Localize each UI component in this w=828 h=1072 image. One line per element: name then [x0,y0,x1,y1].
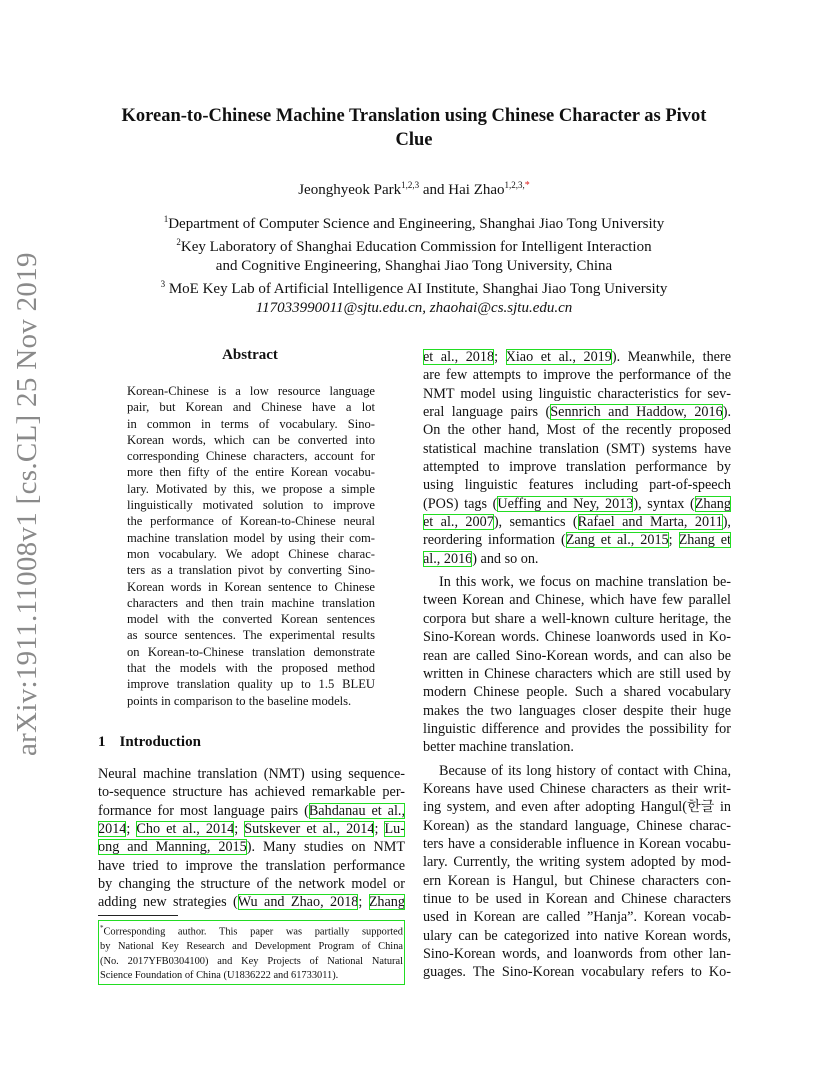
author-2-affil-sup: 1,2,3, [504,180,525,190]
abstract-line: Korean-Chinese is a low resource language [127,384,375,398]
citation-link[interactable]: Zhang et [678,532,731,549]
abstract-line: more then fifty of the entire Korean vocabu- [127,465,375,480]
body-line: (POS) tags (Ueffing and Ney, 2013), syntax (Zhang [423,495,731,512]
body-line: are few attempts to improve the performance of the [423,367,731,384]
body-line: ulary can be categorized into native Korean words, [423,927,731,944]
body-line: eral language pairs (Sennrich and Haddow, 2016). [423,404,731,421]
body-line: corpora but share a well-known culture heritage, the [423,610,731,627]
citation-link[interactable]: Sutskever et al., 2014 [244,821,375,838]
abstract-line: the performance of Korean-to-Chinese neural [127,514,375,529]
body-line: et al., 2007), semantics (Rafael and Marta, 2011), [423,514,731,531]
body-line: attempted to improve translation performance by [423,459,731,476]
footnote-line: by National Key Research and Development Program of China [100,941,403,953]
abstract-line: in common in terms of vocabulary. Sino- [127,416,375,431]
abstract-line: Korean words in Korean sentence to Chinese [127,579,375,594]
affiliation-1-sup: 1 [163,214,169,224]
affiliation-2-cont: and Cognitive Engineering, Shanghai Jiao Tong University, China [215,257,613,274]
abstract-line: that the models with the proposed method [127,661,375,676]
title-line-1: Korean-to-Chinese Machine Translation using Chinese Character as Pivot [121,106,707,126]
abstract-heading: Abstract [222,347,278,363]
abstract-line: as source sentences. The experimental results [127,628,375,643]
citation-link[interactable]: Zang et al., 2015 [565,532,669,549]
citation-link[interactable]: Zhang [694,495,731,512]
section-title: Introduction [119,734,201,750]
body-line: by changing the structure of the network model or [98,876,405,893]
body-line: Sino-Korean words. Chinese loanwords used in Ko- [423,629,731,646]
citation-link[interactable]: Sennrich and Haddow, 2016 [550,404,723,421]
body-line: linguistic difference and provides the possibility for [423,720,731,737]
footnote [98,920,405,985]
body-line: Koreans have used Chinese characters as their writ- [423,780,731,797]
abstract-line: mon vocabulary. We adopt Chinese charac- [127,546,375,561]
body-line: Because of its long history of contact with China, [439,762,731,779]
abstract-line: ters as a translation pivot by converting Sino- [127,563,375,578]
body-line: 2014; Cho et al., 2014; Sutskever et al., 2014; Lu- [98,821,405,838]
abstract-body [127,383,375,709]
body-line: Korean) as the standard language, Chinese charac- [423,817,731,834]
abstract-line: Korean words, which can be converted into [127,432,375,447]
abstract-line: corresponding Chinese characters, account for [127,449,375,464]
abstract-line: lary. Motivated by this, we propose a simple [127,481,375,496]
author-emails: 117033990011@sjtu.edu.cn, zhaohai@cs.sjtu.edu.cn [255,299,573,316]
affiliation-3 [90,275,738,298]
citation-link[interactable]: Cho et al., 2014 [136,821,235,838]
body-line: tween Korean and Chinese, which have few parallel [423,592,731,609]
affiliations [90,210,738,317]
affiliation-2 [90,233,738,256]
footnote-line: Science Foundation of China (U1836222 and 61733011). [100,970,339,982]
body-line: al., 2016) and so on. [423,550,539,567]
affiliation-3-sup: 3 [160,279,166,290]
body-line: lary. Currently, the writing system adopted by mod- [423,854,731,871]
footnote-line: (No. 2017YFB0304100) and Key Projects of National Natural [100,955,403,967]
affiliation-3-text: MoE Key Lab of Artificial Intelligence AI Institute, Shanghai Jiao Tong University [165,281,668,298]
intro-left-column [98,765,405,912]
citation-link[interactable]: Bahdanau et al., [308,802,405,819]
abstract-line: machine translation model by using their com- [127,530,375,545]
body-line: to-sequence structure has achieved remarkable per- [98,784,405,801]
body-line: adding new strategies (Wu and Zhao, 2018; Zhang [98,894,405,911]
body-line: ong and Manning, 2015). Many studies on NMT [98,839,406,856]
body-line: formance for most language pairs (Bahdanau et al., [98,802,405,819]
body-line: Sino-Korean words, and loanwords from other lan- [423,946,731,962]
body-line: guages. The Sino-Korean vocabulary refers to Ko- [423,964,731,981]
footnote-link-box[interactable] [98,920,405,985]
body-line: ern Korean is Hangul, but Chinese characters con- [423,872,731,889]
citation-link[interactable]: 2014 [98,821,127,838]
body-line: et al., 2018; Xiao et al., 2019). Meanwhile, there [423,349,731,365]
footnote-rule [98,915,178,916]
body-line: using linguistic features including part-of-speech [423,477,731,494]
affiliation-1-text: Department of Computer Science and Engineering, Shanghai Jiao Tong University [168,216,665,232]
body-line: used in Korean are called ”Hanja”. Korean vocab- [423,909,731,926]
body-line: rean are called Sino-Korean words, and can also be [423,647,731,664]
abstract-line: pair, but Korean and Chinese have a lot [127,400,375,415]
abstract-line: points in comparison to the baseline models. [127,693,352,708]
body-line: better machine translation. [423,739,574,756]
citation-link[interactable]: al., 2016 [423,550,473,567]
citation-link[interactable]: Zhang [368,894,405,911]
intro-right-column [423,348,731,982]
affiliation-2-text-1: Key Laboratory of Shanghai Education Commission for Intelligent Interaction [180,239,652,256]
affiliation-2-sup: 2 [176,237,181,248]
footnote-line: *Corresponding author. This paper was partially supported [100,924,403,938]
body-line: In this work, we focus on machine translation be- [439,574,731,591]
abstract-line: model with the converted Korean sentences [127,612,375,627]
body-line: ters have a considerable influence in Korean vocabu- [423,835,731,852]
citation-link[interactable]: et al., 2018 [423,349,495,365]
body-line: makes the two languages closer despite their huge [423,702,731,719]
citation-link[interactable]: Ueffing and Ney, 2013 [497,495,634,512]
citation-link[interactable]: ong and Manning, 2015 [98,839,247,856]
body-line: On the other hand, Most of the recently proposed [423,422,731,439]
title-line-2: Clue [395,130,433,150]
abstract-line: characters and then train machine translation [127,595,375,610]
author-2: and Hai Zhao [422,182,505,198]
citation-link[interactable]: Lu- [384,821,405,838]
section-number: 1 [98,734,106,750]
abstract-line: linguistically motivated solution to improve [127,498,375,513]
body-line: written in Chinese characters which are still used by [423,665,731,682]
paper-title [90,104,738,152]
section-heading-introduction [98,734,201,751]
arxiv-stamp: arXiv:1911.11008v1 [cs.CL] 25 Nov 2019 [11,252,43,756]
author-1: Jeonghyeok Park [298,182,402,198]
body-line: modern Chinese people. Such a shared vocabulary [423,684,731,701]
body-line: NMT model using linguistic characteristics for sev- [423,385,731,402]
author-1-affil-sup: 1,2,3 [401,180,420,190]
author-line [90,175,738,200]
citation-link[interactable]: Xiao et al., 2019 [505,349,612,365]
corresponding-author-mark[interactable]: * [524,180,530,191]
citation-link[interactable]: et al., 2007 [423,514,494,531]
abstract-line: improve translation quality up to 1.5 BLEU [127,677,375,692]
affiliation-1 [90,210,738,233]
body-line: statistical machine translation (SMT) systems have [423,440,731,457]
body-line: Neural machine translation (NMT) using sequence- [98,766,405,782]
citation-link[interactable]: Rafael and Marta, 2011 [577,514,723,531]
footnote-mark: * [100,924,104,932]
body-line: tinue to be used in Korean and Chinese characters [423,890,731,907]
body-line: have tried to improve the translation performance [98,857,405,874]
body-line: reordering information (Zang et al., 2015; Zhang et [423,532,731,549]
citation-link[interactable]: Wu and Zhao, 2018 [237,894,359,911]
body-line: ing system, and even after adopting Hangul(한글 in [423,799,731,816]
abstract-line: on Korean-to-Chinese translation demonstrate [127,644,375,659]
